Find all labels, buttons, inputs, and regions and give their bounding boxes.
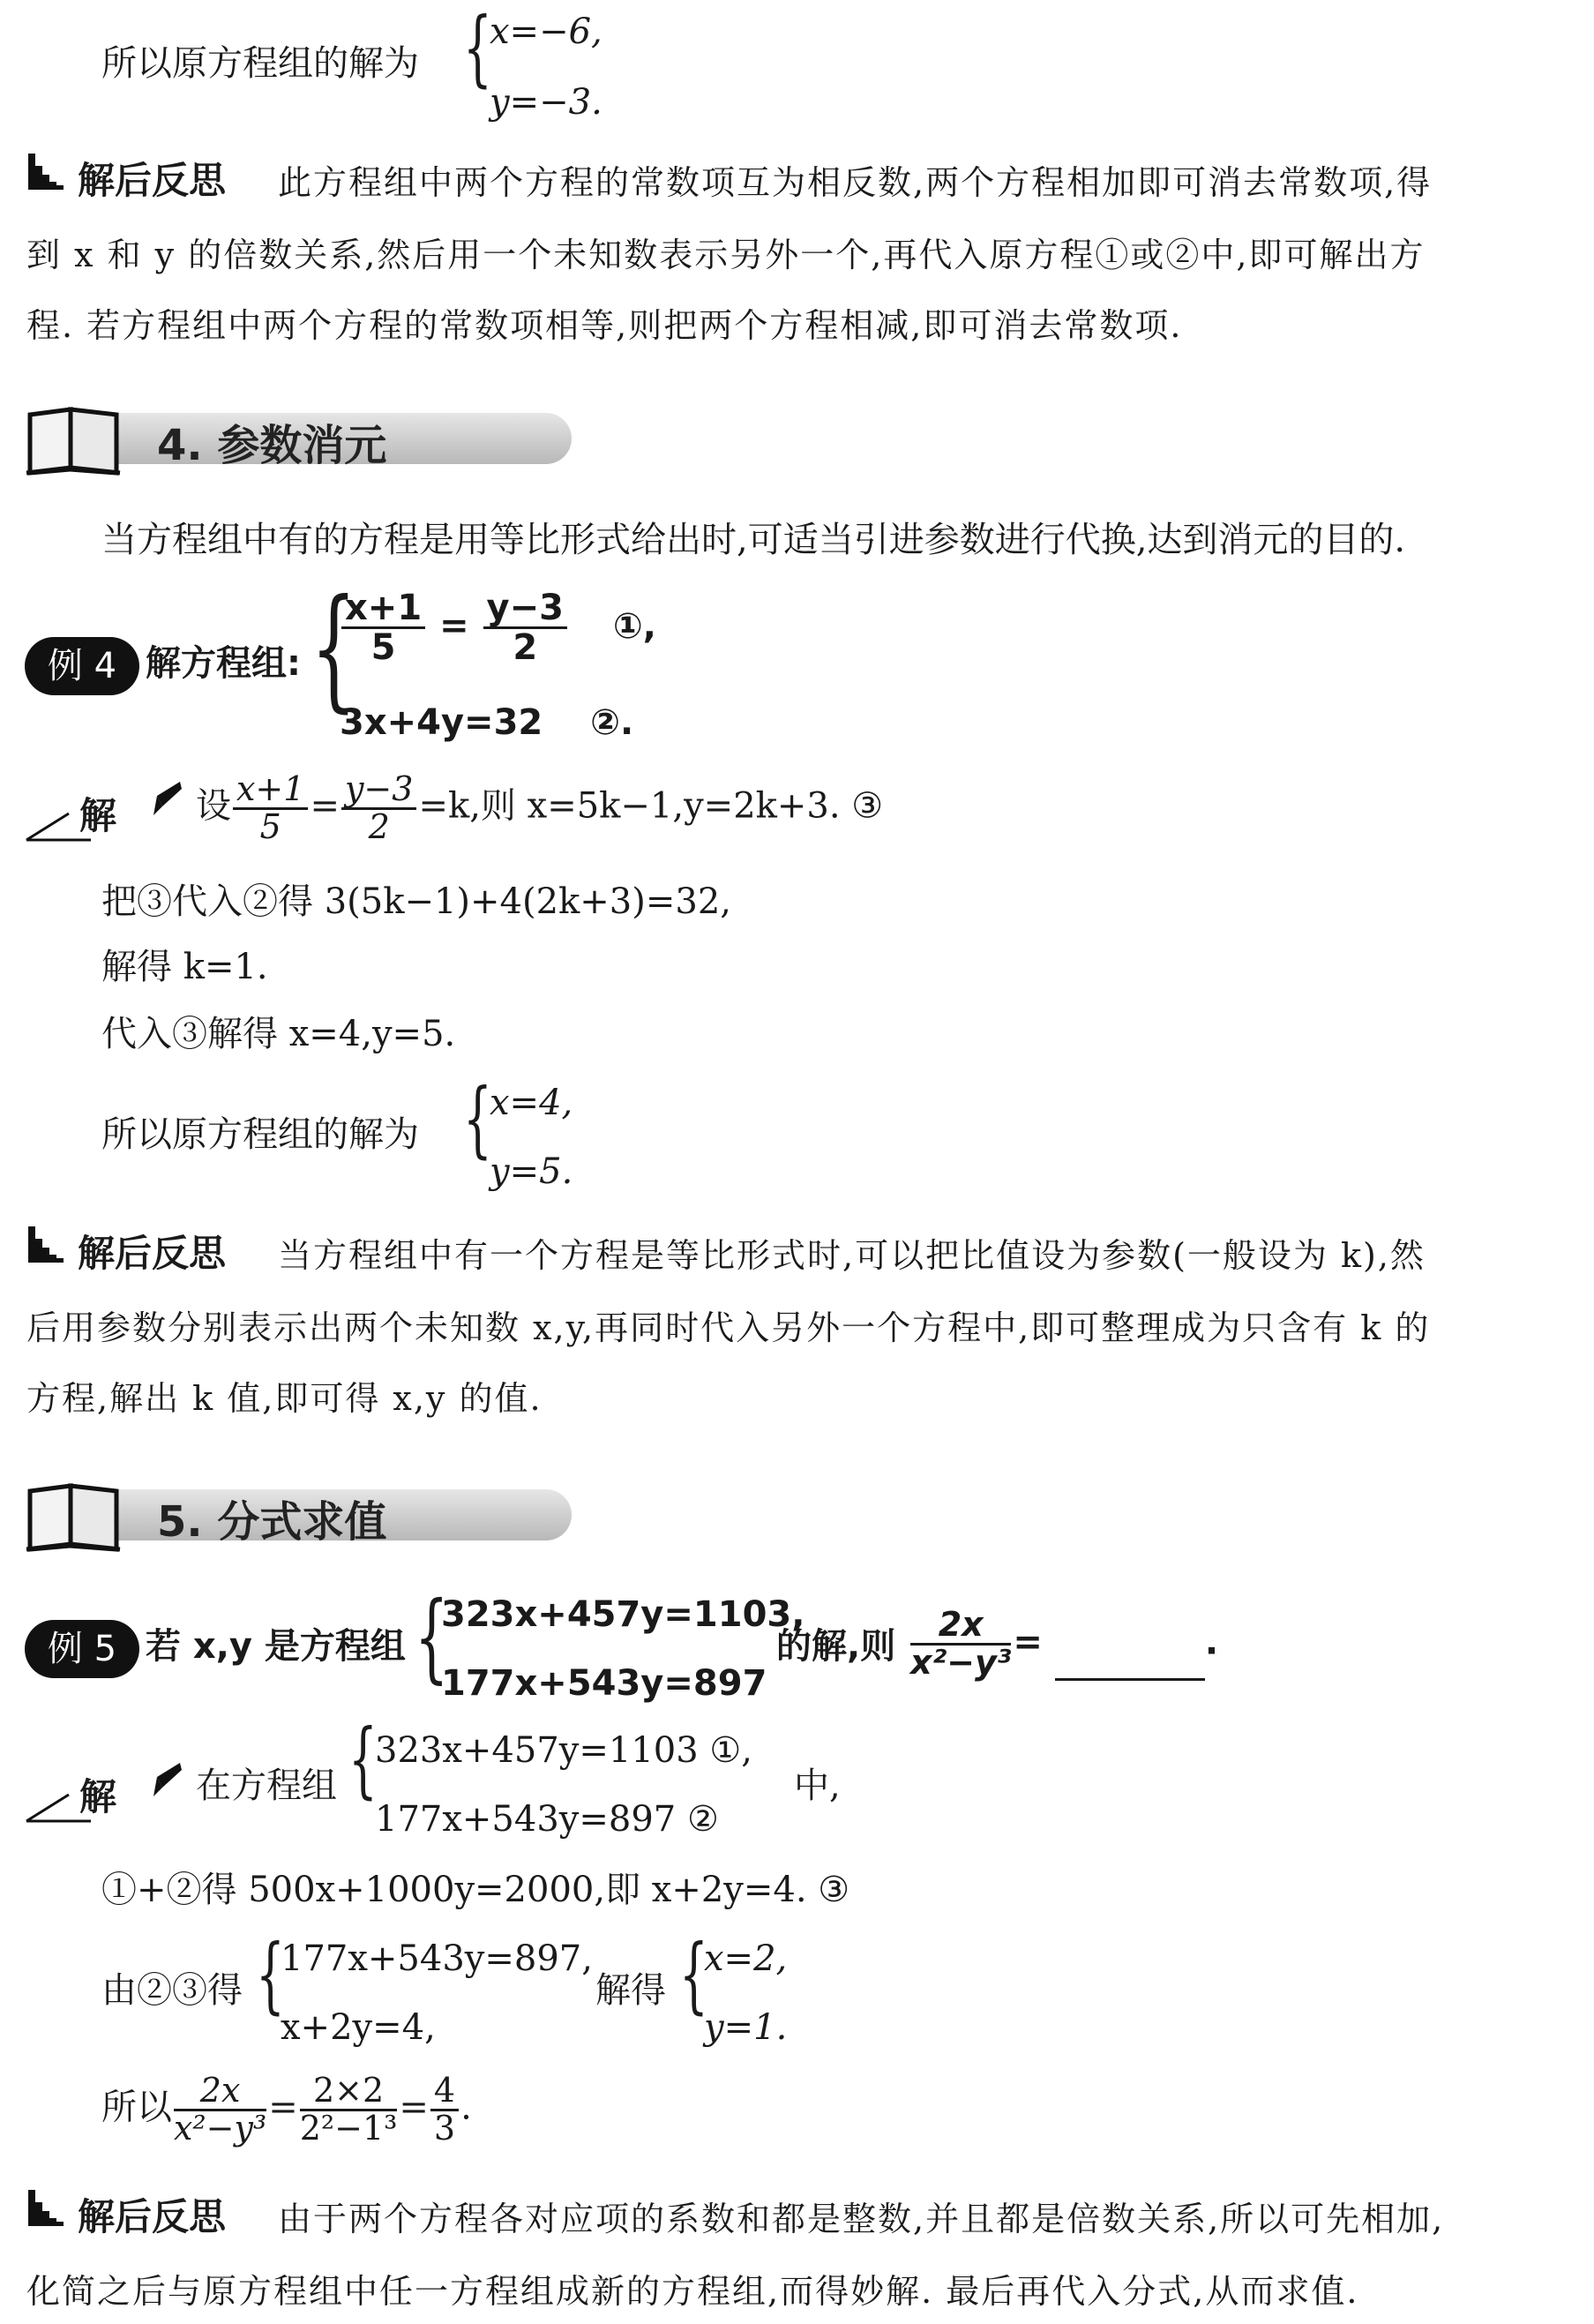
- fraction-numerator: y−3: [483, 589, 567, 629]
- solution-intro: 在方程组: [196, 1765, 337, 1806]
- system-line: y=5.: [490, 1151, 573, 1192]
- reflection-icon: [26, 2186, 65, 2227]
- reflection-block: [26, 150, 65, 194]
- brace: {: [415, 1580, 449, 1693]
- section-title: 4. 参数消元: [157, 421, 387, 470]
- brace: {: [463, 0, 492, 96]
- answer-blank: [1055, 1643, 1205, 1681]
- brace: {: [311, 572, 357, 725]
- reflection-text: 由于两个方程各对应项的系数和都是整数,并且都是倍数关系,所以可先相加,: [278, 2200, 1445, 2238]
- equals-sign: =: [399, 2087, 429, 2128]
- fraction-numerator: x+1: [233, 772, 308, 810]
- fraction-denominator: x²−y³: [910, 1642, 1012, 1682]
- system-line: y=−3.: [490, 82, 602, 123]
- system-line: 177x+543y=897,: [281, 1938, 593, 1979]
- reflection-icon: [26, 1223, 65, 1263]
- equation-text: 3x+4y=32: [340, 702, 543, 743]
- fraction-denominator: x²−y³: [174, 2108, 267, 2148]
- system-line: 323x+457y=1103 ①,: [375, 1730, 752, 1771]
- solution-line: [101, 2073, 472, 2147]
- let-word: 设: [196, 785, 231, 827]
- book-icon: [25, 404, 122, 476]
- solution-after: 中,: [794, 1765, 841, 1806]
- brace: {: [256, 1927, 285, 2023]
- fraction-denominator: 2: [368, 806, 390, 846]
- section-intro: 当方程组中有的方程是用等比形式给出时,可适当引进参数进行代换,达到消元的目的.: [101, 520, 1406, 560]
- solution-rest: =k,则 x=5k−1,y=2k+3. ③: [418, 785, 884, 827]
- system-line: 177x+543y=897: [441, 1663, 767, 1704]
- fraction-numerator: y−3: [341, 772, 416, 810]
- solution-label: 解: [79, 1775, 117, 1818]
- solution-label: 解: [79, 794, 117, 837]
- book-icon: [25, 1481, 122, 1553]
- fraction-denominator: 2: [513, 627, 538, 668]
- reflection-label: 解后反思: [78, 159, 227, 202]
- system-line: x=−6,: [490, 11, 602, 52]
- solution-line: 设 $\frac{x+1}{5}$ = $\frac{y-3}{2}$ =k,则 x=5k−1,y=2k+3. ③: [196, 769, 884, 846]
- equals-sign: =: [268, 2087, 298, 2128]
- solution-line: 代入③解得 x=4,y=5.: [101, 1014, 456, 1054]
- fraction-numerator: 2×2: [300, 2073, 398, 2111]
- system-line: y=1.: [704, 2007, 788, 2048]
- brace: {: [348, 1712, 378, 1808]
- system-line: x+2y=4,: [281, 2007, 436, 2048]
- brace: {: [679, 1927, 708, 2023]
- system-line: x=4,: [490, 1083, 573, 1123]
- fraction-numerator: 2x: [174, 2073, 266, 2111]
- solution-by: 由②③得: [101, 1970, 243, 2011]
- fraction-denominator: 2²−1³: [299, 2108, 398, 2148]
- solution-solved: 解得: [595, 1970, 666, 2011]
- fraction-numerator: x+1: [341, 589, 425, 629]
- end-period: .: [1204, 1622, 1219, 1663]
- target-expression: [909, 1605, 1219, 1682]
- example-badge: 例 5: [25, 1620, 139, 1678]
- fraction-denominator: 5: [370, 627, 396, 668]
- equation-marker: ②.: [590, 702, 634, 743]
- system-line: 323x+457y=1103,: [441, 1594, 805, 1635]
- solution-line: ①+②得 500x+1000y=2000,即 x+2y=4. ③: [101, 1870, 850, 1910]
- reflection-label: 解后反思: [78, 2195, 227, 2238]
- fraction-numerator: 4: [430, 2073, 459, 2111]
- fraction-denominator: 3: [433, 2108, 456, 2148]
- reflection-block: [26, 1223, 65, 1267]
- equation-2: [340, 701, 633, 744]
- system-line: 177x+543y=897 ②: [375, 1799, 719, 1840]
- reflection-icon: [26, 150, 65, 191]
- example-badge: 例 4: [25, 637, 139, 695]
- example-prefix: 若 x,y 是方程组: [146, 1626, 406, 1667]
- solution-line: 把③代入②得 3(5k−1)+4(2k+3)=32,: [101, 881, 731, 922]
- reflection-text: 后用参数分别表示出两个未知数 x,y,再同时代入另外一个方程中,即可整理成为只含有 k 的: [26, 1308, 1431, 1347]
- example-prompt: 解方程组:: [146, 643, 301, 684]
- example-middle: 的解,则: [776, 1626, 896, 1667]
- solution-prefix: 所以原方程组的解为: [101, 43, 419, 84]
- reflection-text: 当方程组中有一个方程是等比形式时,可以把比值设为参数(一般设为 k),然: [278, 1236, 1426, 1275]
- section-title: 5. 分式求值: [157, 1497, 387, 1547]
- solution-line: 解得 k=1.: [101, 947, 268, 987]
- reflection-text: 程. 若方程组中两个方程的常数项相等,则把两个方程相减,即可消去常数项.: [26, 306, 1183, 345]
- equation-1: [340, 589, 656, 666]
- section-header: [25, 1481, 572, 1547]
- reflection-text: 化简之后与原方程组中任一方程组成新的方程组,而得妙解. 最后再代入分式,从而求值.: [26, 2272, 1359, 2311]
- solution-prefix: 所以原方程组的解为: [101, 1114, 419, 1155]
- reflection-text: 到 x 和 y 的倍数关系,然后用一个未知数表示另外一个,再代入原方程①或②中,即可解出方: [26, 236, 1426, 274]
- fraction-denominator: 5: [259, 806, 281, 846]
- fraction-numerator: 2x: [910, 1608, 1011, 1646]
- equals-sign: =: [439, 605, 469, 647]
- reflection-text: 方程,解出 k 值,即可得 x,y 的值.: [26, 1379, 543, 1418]
- so-word: 所以: [101, 2087, 172, 2128]
- reflection-block: [26, 2186, 65, 2230]
- equation-marker: ①,: [612, 605, 656, 647]
- reflection-label: 解后反思: [78, 1232, 227, 1275]
- reflection-text: 此方程组中两个方程的常数项互为相反数,两个方程相加即可消去常数项,得: [278, 163, 1433, 202]
- system-line: x=2,: [704, 1938, 788, 1979]
- section-header: [25, 404, 572, 470]
- brace: {: [463, 1071, 492, 1167]
- equals-sign: =: [1013, 1622, 1043, 1663]
- end-period: .: [460, 2087, 472, 2128]
